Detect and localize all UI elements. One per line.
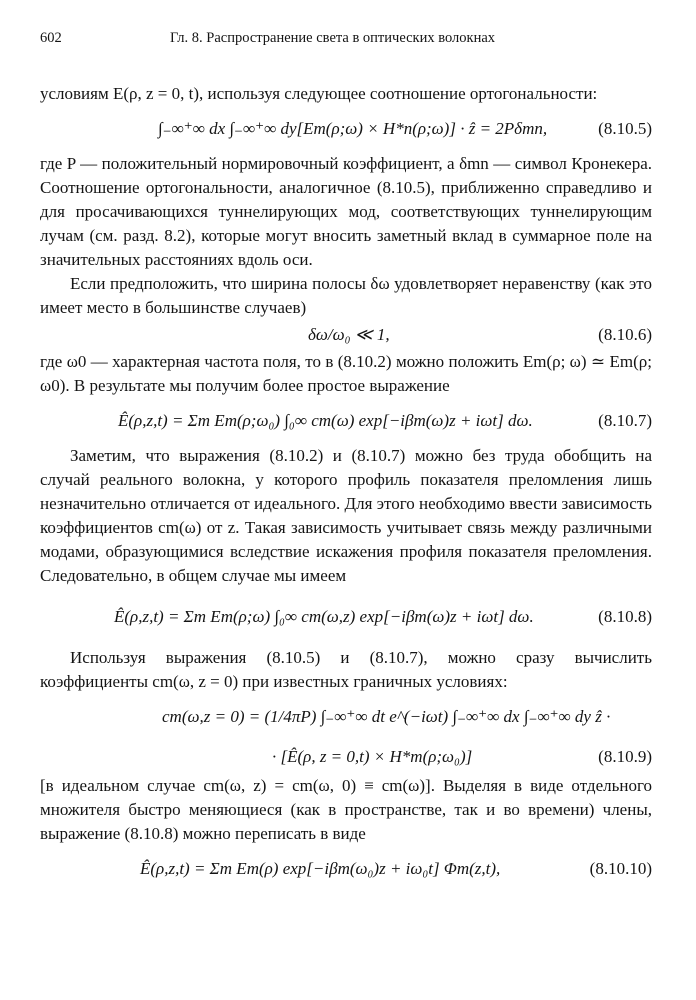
page-body [40, 82, 652, 892]
equation-8-10-6-number: (8.10.6) [598, 325, 652, 344]
paragraph-2: где P — положительный нормировочный коэффициент, а δmn — символ Кронекера. Соотношение ортогональности, аналогичное (8.10.5), приближенно справедливо и для просачивающихся туннелирующих мод, соответствующих туннелирующим лучам (см. разд. 8.2), которые могут вносить заметный вклад в суммарное поле на значительных расстояниях вдоль оси. [40, 154, 652, 269]
running-header [40, 30, 652, 56]
equation-8-10-7-formula: Ê(ρ,z,t) = Σm Em(ρ;ω₀) ∫₀∞ cm(ω) exp[−iβm(ω)z + iωt] dω. [118, 411, 533, 430]
equation-8-10-10-formula: Ê(ρ,z,t) = Σm Em(ρ) exp[−iβm(ω₀)z + iω₀t] Φm(z,t), [140, 859, 501, 878]
equation-8-10-6-formula: δω/ω₀ ≪ 1, [308, 325, 390, 344]
equation-8-10-10 [40, 846, 652, 892]
paragraph-1: условиям E(ρ, z = 0, t), используя следующее соотношение ортогональности: [40, 84, 598, 103]
equation-8-10-9-number: (8.10.9) [598, 747, 652, 766]
equation-8-10-8-number: (8.10.8) [598, 607, 652, 626]
paragraph-5: Заметим, что выражения (8.10.2) и (8.10.7) можно без труда обобщить на случай реального волокна, у которого профиль показателя преломления лишь незначительно отличается от идеального. Для этого необходимо ввести зависимость коэффициентов cm(ω) от z. Такая зависимость учитывает связь между различными модами, образующимися вследствие искажения профиля показателя преломления. Следовательно, в общем случае мы имеем [40, 446, 652, 585]
page-number: 602 [40, 30, 62, 46]
equation-8-10-9-line-1 [40, 694, 652, 740]
equation-8-10-9-formula-part-1: cm(ω,z = 0) = (1/4πP) ∫₋∞⁺∞ dt e^(−iωt) ∫₋∞⁺∞ dx ∫₋∞⁺∞ dy ẑ · [162, 707, 611, 726]
equation-8-10-5-formula: ∫₋∞⁺∞ dx ∫₋∞⁺∞ dy[Em(ρ;ω) × H*n(ρ;ω)] · ẑ = 2Pδmn, [158, 119, 548, 138]
equation-8-10-8 [40, 588, 652, 646]
equation-8-10-5-number: (8.10.5) [598, 119, 652, 138]
paragraph-3: Если предположить, что ширина полосы δω удовлетворяет неравенству (как это имеет место в большинстве случаев) [40, 274, 652, 317]
running-title: Гл. 8. Распространение света в оптических волокнах [170, 30, 496, 46]
equation-8-10-7 [40, 398, 652, 444]
equation-8-10-8-formula: Ê(ρ,z,t) = Σm Em(ρ;ω) ∫₀∞ cm(ω,z) exp[−iβm(ω)z + iωt] dω. [114, 607, 534, 626]
paragraph-4: где ω0 — характерная частота поля, то в (8.10.2) можно положить Em(ρ; ω) ≃ Em(ρ; ω0). В результате мы получим более простое выражение [40, 352, 652, 395]
paragraph-7: [в идеальном случае cm(ω, z) = cm(ω, 0) ≡ cm(ω)]. Выделяя в виде отдельного множителя быстро меняющиеся (как в пространстве, так и во времени) члены, выражение (8.10.8) можно переписать в виде [40, 776, 652, 843]
equation-8-10-7-number: (8.10.7) [598, 411, 652, 430]
equation-8-10-6 [40, 320, 652, 350]
equation-8-10-9-line-2 [40, 740, 652, 774]
paragraph-6: Используя выражения (8.10.5) и (8.10.7), можно сразу вычислить коэффициенты cm(ω, z = 0) при известных граничных условиях: [40, 648, 652, 691]
equation-8-10-10-number: (8.10.10) [589, 859, 652, 878]
equation-8-10-5 [40, 106, 652, 152]
equation-8-10-9-formula-part-2: · [Ê(ρ, z = 0,t) × H*m(ρ;ω₀)] [272, 747, 473, 766]
